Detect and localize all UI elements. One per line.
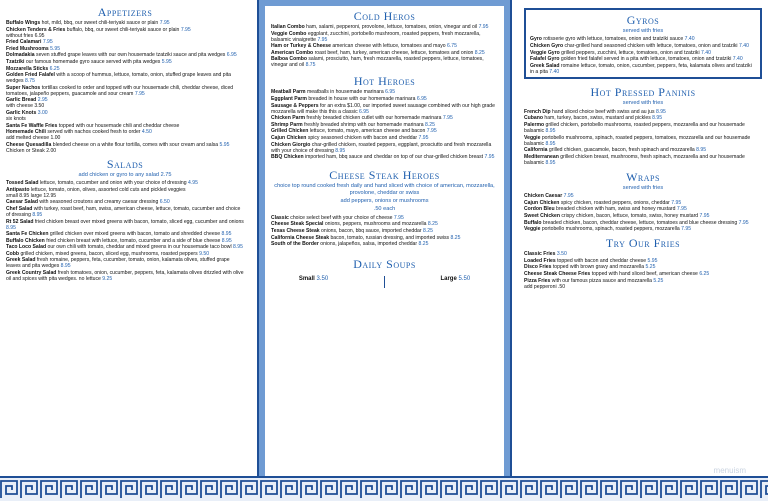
item-price: 7.95 (671, 199, 682, 206)
cheese-steak-addon-price: .50 each (373, 206, 396, 213)
paninis-list (524, 109, 762, 166)
item-description: spicy seasoned chicken with bacon and cheddar (307, 134, 418, 141)
menu-item (524, 278, 762, 290)
item-description: grilled peppers, zucchini, lettuce, tomatoes, onion and tzatziki (561, 49, 700, 56)
menu-item (271, 241, 498, 247)
menu-item (271, 228, 498, 234)
menu-item (6, 257, 244, 269)
item-name: Santa Fe Waffle Fries (6, 122, 58, 129)
item-description: fried chicken breast over mixed greens with bacon, tomato, sliced egg, cucumber and onions (34, 218, 244, 225)
item-description: lettuce, tomato, cucumber and onion with your choice of dressing (39, 180, 187, 187)
menu-item (271, 43, 498, 49)
menu-item (524, 206, 762, 212)
item-price: 7.40 (732, 56, 743, 63)
item-description: with our famous pizza sauce and mozzarella (551, 277, 652, 284)
item-price: 8.25 (427, 221, 438, 228)
menu-item (6, 219, 244, 231)
item-description: golden fried falafel served in a pita with lettuce, tomatoes, onion and tzatziki (560, 56, 732, 63)
item-price: 8.25 (425, 121, 435, 128)
item-description: buffalo, bbq, our sweet chili-teriyaki sauce or plain (66, 26, 180, 33)
soup-small: Small 3.50 (298, 276, 329, 283)
item-description: meatballs in housemade marinara (306, 89, 384, 96)
item-name: Cheese Quesadilla (6, 141, 52, 148)
item-description: onions, bacon, bbq sauce, imported cheddar (321, 228, 422, 234)
right-column (518, 0, 768, 478)
menu-item (6, 270, 244, 282)
item-name: Falafel Gyro (530, 56, 560, 63)
gyros-title: Gyros (626, 13, 660, 27)
menu-item (6, 123, 244, 129)
menu-item (530, 50, 756, 56)
menu-item (271, 89, 498, 95)
item-description: crispy chicken, bacon, lettuce, tomato, swiss, honey mustard (561, 212, 699, 219)
item-price: 7.40 (684, 36, 695, 43)
item-description: freshly breaded chicken cutlet with our homemade marinara (306, 115, 442, 122)
item-description: romaine lettuce, tomato, onion, cucumber, peppers, feta, kalamata olives and tzatziki in a pita (530, 62, 752, 75)
item-name: Classic (271, 214, 289, 221)
item-price: 7.95 (393, 214, 404, 221)
item-description: breaded chicken, bacon, cheddar cheese, lettuce, tomatoes and blue cheese dressing (542, 219, 738, 226)
item-description: blended cheese on a white flour tortilla, comes with sour cream and salsa (52, 141, 219, 148)
item-name: Ham or Turkey & Cheese (271, 43, 331, 50)
item-description: our own chili with tomato, cheddar and mixed greens in our housemade taco bowl (47, 244, 232, 251)
item-name: Chicken Caesar (524, 193, 563, 200)
item-price: 9.25 (102, 276, 113, 283)
item-price: 7.95 (42, 39, 53, 46)
menu-item (271, 128, 498, 134)
item-price: 7.95 (478, 24, 489, 30)
salads-title: Salads (106, 156, 144, 171)
item-price: 5.95 (219, 141, 230, 148)
hot-heroes-list (271, 89, 498, 160)
item-description: grilled chicken breast, mushrooms, fresh spinach, mozzarella and our housemade balsamic (524, 153, 745, 166)
item-description: for an extra $1.00, our imported sweet sausage combined with our high grade mozzarella will make this this a classic (271, 102, 495, 115)
menu-item (271, 135, 498, 141)
menu-item (271, 221, 498, 227)
item-name: Cajun Chicken (271, 134, 307, 141)
item-description: char-grilled hand seasoned chicken with lettuce, tomatoes, onion and tzatziki (564, 43, 738, 50)
item-description: breaded in house with our homemade marinara (308, 95, 416, 102)
item-price: 7.95 (180, 26, 191, 33)
menu-item (6, 206, 244, 218)
item-description: freshly breaded shrimp with our homemade marinara (304, 121, 424, 128)
item-name: Veggie (524, 134, 541, 141)
gyros-list (530, 36, 756, 74)
menu-item (530, 36, 756, 42)
item-price: 7.95 (563, 193, 574, 200)
item-extra: small 8.95 large 12.95 (6, 192, 57, 199)
item-name: Taco Loco Salad (6, 244, 47, 251)
menu-item (524, 220, 762, 226)
menu-item (6, 142, 244, 154)
item-price: 6.25 (699, 270, 710, 277)
item-price: 5.25 (653, 277, 664, 284)
menu-item (6, 180, 244, 186)
wraps-title: Wraps (626, 169, 660, 184)
item-price: 7.95 (317, 36, 328, 43)
item-description: seven stuffed grape leaves with our own housemade tzatziki sauce and pita wedges (36, 52, 226, 59)
item-price: 8.95 (696, 147, 707, 154)
item-price: 6.95 (226, 52, 237, 59)
item-extra: six knots (6, 115, 26, 122)
item-description: with a scoop of hummus, lettuce, tomato, onion, stuffed grape leaves and pita wedges (6, 72, 232, 85)
item-price: 7.95 (442, 115, 453, 122)
item-description: roast beef, ham, turkey, american cheese, lettuce, tomatoes and onion (314, 49, 474, 56)
item-price: 8.95 (6, 224, 16, 231)
fries-title: Try Our Fries (605, 236, 681, 251)
menu-item (6, 251, 244, 257)
soup-prices (271, 276, 498, 288)
item-price: 7.95 (134, 90, 145, 97)
item-description: ham, turkey, bacon, swiss, mustard and pickles (544, 115, 651, 122)
item-name: Tzatziki (6, 58, 25, 65)
daily-soups-title: Daily Soups (353, 257, 416, 272)
appetizers-list (6, 20, 244, 154)
item-name: Meatball Parm (271, 89, 306, 96)
menu-item (6, 59, 244, 65)
menu-item (6, 27, 244, 39)
item-price: 7.95 (738, 219, 749, 226)
item-name: Caesar Salad (6, 199, 38, 206)
menu-item (6, 244, 244, 250)
menu-item (6, 199, 244, 205)
menu-item (6, 72, 244, 84)
soup-large: Large 5.50 (440, 276, 471, 283)
menu-item (530, 43, 756, 49)
item-name: Cheese Steak Cheese Fries (524, 270, 591, 277)
menu-item (524, 115, 762, 121)
menu-item (6, 187, 244, 199)
cold-heros-title: Cold Heros (353, 9, 416, 23)
menu-item (6, 231, 244, 237)
item-name: Cubano (524, 115, 543, 122)
item-description: bacon, tomato, russian dressing, and imported swiss (330, 234, 450, 241)
item-name: Chicken Giorgio (271, 141, 311, 148)
item-name: Buffalo Wings (6, 20, 41, 26)
item-name: Pizza Fries (524, 277, 551, 284)
item-price: 4.95 (187, 180, 198, 187)
item-price: 8.95 (60, 263, 71, 270)
salads-subtitle: add chicken or gyro to any salad 2.75 (78, 171, 172, 178)
item-name: Balboa Combo (271, 56, 307, 63)
item-name: Cordon Bleu (524, 206, 555, 213)
item-description: american cheese with lettuce, tomatoes and mayo (332, 43, 446, 50)
item-description: topped with bacon and cheddar cheese (557, 257, 647, 264)
item-price: 8.75 (24, 78, 35, 85)
item-name: Grilled Chicken (271, 128, 309, 135)
item-price: 6.95 (359, 108, 369, 115)
menu-item (6, 20, 244, 26)
item-price: 6.95 (416, 95, 427, 102)
cheese-steak-subtitle: choice top round cooked fresh daily and hand sliced with choice of american, mozzarella, provolone, cheddar or swiss (274, 183, 495, 196)
item-description: fried chicken breast with lettuce, tomato, cucumber and a side of blue cheese (46, 237, 221, 244)
item-description: onions, peppers, mushrooms and mozzarella (324, 221, 427, 228)
item-price: 8.95 (545, 159, 556, 166)
menu-item (6, 238, 244, 244)
fries-list (524, 251, 762, 289)
item-description: choice select beef with your choice of cheese (290, 214, 393, 221)
item-description: tortillas cooked to order and topped with our housemade chili, cheddar cheese, diced tomatoes, jalapeño peppers, guacamole and sour cream (6, 84, 234, 97)
item-name: Loaded Fries (524, 257, 556, 264)
item-name: Italian Combo (271, 24, 305, 30)
menu-item (271, 142, 498, 154)
item-name: Chicken Tenders & Fries (6, 26, 66, 33)
item-name: French Dip (524, 108, 551, 115)
item-name: Buffalo (524, 219, 542, 226)
wraps-subtitle: served with fries (622, 184, 664, 191)
item-price: 8.95 (655, 108, 666, 115)
paninis-title: Hot Pressed Paninis (590, 85, 696, 100)
item-description: fresh romaine, peppers, feta, cucumber, tomato, onion, kalamata olives, stuffed grape leaves and pita wedges (6, 257, 230, 270)
item-description: lettuce, tomato, mayo, american cheese and bacon (309, 128, 426, 135)
paninis-subtitle: served with fries (622, 100, 664, 107)
item-price: 7.40 (738, 43, 749, 50)
item-name: Greek Salad (6, 257, 36, 264)
menu-item (271, 122, 498, 128)
item-name: Chicken Parm (271, 115, 305, 122)
menu-item (524, 200, 762, 206)
menu-item (524, 147, 762, 153)
menu-item (530, 56, 756, 62)
item-name: Fried Mushrooms (6, 45, 49, 52)
item-extra: with cheese 3.50 (6, 103, 45, 110)
item-name: Mediterranean (524, 153, 559, 160)
item-price: 7.95 (426, 128, 437, 135)
menu-item (271, 115, 498, 121)
hot-heroes-title: Hot Heroes (353, 74, 416, 89)
menu-item (530, 63, 756, 75)
item-name: BBQ Chicken (271, 154, 304, 161)
menu-item (271, 215, 498, 221)
item-name: Homemade Chili (6, 129, 46, 136)
item-description: breaded chicken with ham, swiss and honey mustard (555, 206, 676, 213)
cold-heros-list (271, 24, 498, 68)
item-name: Disco Fries (524, 264, 552, 271)
cheese-steak-title: Cheese Steak Heroes (329, 168, 440, 183)
appetizers-title: Appetizers (97, 5, 153, 19)
watermark-text: menuism (713, 466, 746, 475)
item-description: spicy chicken, roasted peppers, onions, cheddar (560, 199, 670, 206)
item-name: Chef Salad (6, 205, 33, 212)
item-description: topped with hand sliced beef, american cheese (591, 270, 698, 277)
item-description: hand sliced choice beef with swiss and au jus (552, 108, 655, 115)
soup-divider (384, 276, 385, 288)
cheese-steak-addons: add peppers, onions or mushrooms (340, 197, 429, 204)
menu-item (524, 122, 762, 134)
item-price: 2.95 (37, 97, 48, 104)
item-price: 8.95 (545, 140, 556, 147)
menu-item (524, 109, 762, 115)
item-description: grilled chicken, mixed greens, bacon, sliced egg, mushrooms, roasted peppers (20, 250, 198, 257)
menu-item (6, 66, 244, 72)
item-name: Shrimp Parm (271, 121, 303, 128)
salads-list (6, 180, 244, 282)
item-name: Greek Salad (530, 62, 560, 69)
menu-item (6, 97, 244, 109)
item-description: rotisserie gyro with lettuce, tomatoes, onion and tzatziki sauce (543, 36, 684, 43)
menu-item (524, 271, 762, 277)
item-name: Garlic Bread (6, 97, 37, 104)
item-description: grilled chicken, guacamole, bacon, fresh spinach and mozzarella (548, 147, 695, 154)
item-price: 5.95 (647, 257, 658, 264)
item-name: American Combo (271, 49, 314, 56)
item-extra: Chicken or Steak 2.00 (6, 147, 57, 154)
item-description: char-grilled chicken, roasted peppers, eggplant, prosciutto and fresh mozzarella with your choice of dressing (271, 141, 492, 154)
item-price: 8.75 (305, 62, 316, 69)
item-description: ham, salami, pepperoni, provolone, lettuce, tomatoes, onion, vinegar and oil (306, 24, 478, 30)
item-description: our famous homemade gyro sauce served with pita wedges (25, 58, 161, 65)
item-description: portobello mushrooms, spinach, roasted peppers, mozzarella (541, 226, 680, 233)
item-name: Antipasto (6, 186, 30, 193)
menu-item (271, 24, 498, 30)
cheese-steak-list (271, 215, 498, 247)
item-name: Super Nachos (6, 84, 41, 91)
item-name: Veggie Gyro (530, 49, 560, 56)
menu-item (271, 50, 498, 56)
middle-column (257, 0, 512, 478)
item-description: onions, jalapeños, salsa, imported cheddar (320, 241, 418, 248)
item-price: 3.50 (556, 251, 567, 258)
item-name: California Cheese Steak (271, 234, 330, 241)
item-price: 4.50 (141, 129, 152, 136)
item-extra: without fries 6.95 (6, 32, 45, 39)
item-name: Tossed Salad (6, 180, 39, 187)
item-price: 7.95 (159, 20, 170, 26)
gyros-subtitle: served with fries (622, 28, 664, 34)
item-name: Cheese Steak Special (271, 221, 324, 228)
item-price: 6.75 (447, 43, 457, 50)
item-price: 7.40 (549, 68, 560, 75)
menu-item (524, 154, 762, 166)
item-price: 8.95 (233, 244, 243, 251)
item-price: 8.25 (474, 49, 485, 56)
menu-item (524, 135, 762, 147)
item-name: Chicken Gyro (530, 43, 564, 50)
item-name: Cobb (6, 250, 20, 257)
item-price: 6.50 (159, 199, 170, 206)
item-description: hot, mild, bbq, our sweet chili-teriyaki sauce or plain (41, 20, 159, 26)
item-description: salami, prosciutto, ham, fresh mozzarella, roasted peppers, lettuce, tomatoes, vinegar and oil (271, 56, 484, 69)
wraps-list (524, 193, 762, 232)
item-price: 8.95 (545, 128, 556, 134)
item-name: Mozzarella Sticks (6, 65, 49, 72)
menu-item (271, 96, 498, 102)
menu-item (524, 251, 762, 257)
item-description: served with nachos cooked fresh to order (47, 129, 141, 136)
item-price: 5.95 (50, 45, 61, 52)
greek-key-border (0, 476, 768, 501)
item-price: 8.95 (221, 231, 232, 238)
item-extra: add pepperoni .50 (524, 283, 566, 290)
item-name: Santa Fe Chicken (6, 231, 49, 238)
item-name: Garlic Knots (6, 109, 37, 116)
item-description: eggplant, zucchini, portobello mushroom, roasted peppers, fresh mozzarella, balsamic vinaigrette (271, 30, 481, 43)
item-name: Sweet Chicken (524, 212, 560, 219)
menu-item (6, 39, 244, 45)
menu-item (524, 226, 762, 232)
menu-item (6, 129, 244, 141)
menu-item (271, 56, 498, 68)
menu-item (6, 110, 244, 122)
item-price: 7.95 (484, 154, 495, 161)
item-price: 3.00 (37, 109, 48, 116)
item-description: with seasoned croutons and creamy caesar dressing (39, 199, 159, 206)
item-description: imported ham, bbq sauce and cheddar on top of our char-grilled chicken breast (304, 154, 484, 161)
menu-item (524, 213, 762, 219)
item-name: Palermo (524, 122, 545, 128)
item-name: Classic Fries (524, 251, 556, 258)
menu-item (6, 85, 244, 97)
item-description: lettuce, tomato, onion, olives, assorted cold cuts and pickled veggies (30, 186, 186, 193)
item-name: California (524, 147, 548, 154)
item-description: fresh tomatoes, onion, cucumber, peppers, feta, kalamata olives drizzled with olive oil and spices with pita wedges. no lettuce (6, 270, 244, 283)
item-name: Sausage & Peppers (271, 102, 319, 109)
menu-item (6, 52, 244, 58)
item-price: 8.95 (335, 147, 346, 154)
item-description: grilled chicken, portobello mushrooms, roasted peppers, mozzarella and our housemade balsamic (524, 122, 745, 134)
menu-item (524, 193, 762, 199)
menu-item (524, 264, 762, 270)
item-price: 7.95 (699, 212, 710, 219)
menu-item (271, 31, 498, 43)
gyros-box (524, 8, 762, 79)
menu-item (271, 103, 498, 115)
left-column (0, 0, 250, 478)
item-price: 9.50 (199, 250, 210, 257)
menu-item (6, 46, 244, 52)
menu-item (524, 258, 762, 264)
item-price: 6.95 (385, 89, 396, 96)
item-price: 7.95 (681, 226, 692, 233)
item-description: topped with our housemade chili and cheddar cheese (58, 122, 180, 129)
item-name: Greek Country Salad (6, 270, 57, 277)
item-name: Eggplant Parm (271, 95, 307, 102)
item-description: topped with brown gravy and mozzarella (552, 264, 645, 271)
item-name: Golden Fried Falafel (6, 72, 55, 79)
item-name: South of the Border (271, 241, 319, 248)
item-price: 8.95 (221, 237, 232, 244)
item-price: 5.95 (161, 58, 172, 65)
item-name: Cajun Chicken (524, 199, 560, 206)
item-price: 8.25 (418, 241, 429, 248)
item-price: 8.25 (450, 234, 461, 241)
menu-item (271, 154, 498, 160)
item-name: Fried Calamari (6, 39, 42, 46)
item-price: 7.40 (701, 49, 711, 56)
item-price: 7.95 (418, 134, 429, 141)
item-description: portobello mushrooms, spinach, roasted peppers, tomatoes, mozzarella and our housemade balsamic (524, 134, 751, 147)
greek-key-pattern-icon (0, 478, 768, 501)
item-description: with turkey, roast beef, ham, swiss, american cheese, lettuce, tomato, cucumber and choice of dressing (6, 205, 241, 218)
item-price: 7.95 (676, 206, 687, 213)
item-name: Dolmadakia (6, 52, 35, 59)
item-name: Texas Cheese Steak (271, 228, 320, 234)
item-price: 8.95 (652, 115, 663, 122)
item-name: Veggie (524, 226, 541, 233)
item-name: Buffalo Chicken (6, 237, 45, 244)
item-description: grilled chicken over mixed greens with bacon, tomato and shredded cheese (49, 231, 221, 238)
item-name: Gyro (530, 36, 542, 43)
item-price: 8.25 (422, 228, 433, 234)
item-name: Rt 52 Salad (6, 218, 34, 225)
menu-item (271, 235, 498, 241)
item-price: 8.95 (32, 211, 43, 218)
item-name: Veggie Combo (271, 30, 307, 37)
item-price: 5.25 (645, 264, 656, 271)
item-price: 6.25 (49, 65, 60, 72)
item-extra: add melted cheese 1.00 (6, 135, 61, 142)
